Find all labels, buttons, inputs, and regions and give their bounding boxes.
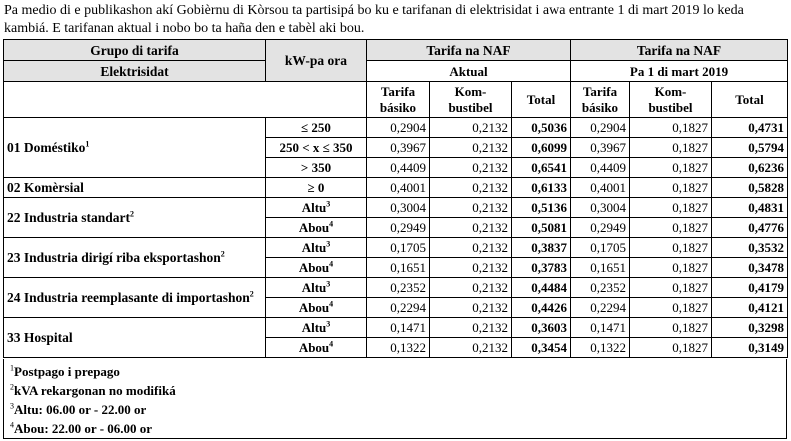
- header-current-sub: Aktual: [367, 61, 571, 82]
- cell-new-basic: 0,2352: [571, 278, 630, 298]
- cell-current-fuel: 0,2132: [430, 198, 512, 218]
- cell-new-fuel: 0,1827: [630, 338, 712, 358]
- header-new-sub: Pa 1 di mart 2019: [571, 61, 788, 82]
- table-row: [4, 278, 788, 298]
- cell-new-basic: 0,2949: [571, 218, 630, 238]
- cell-new-basic: 0,1705: [571, 238, 630, 258]
- cell-current-fuel: 0,2132: [430, 158, 512, 178]
- kw-range: Abou$^4$: [266, 298, 367, 318]
- cell-new-basic: 0,4001: [571, 178, 630, 198]
- cell-current-basic: 0,1705: [367, 238, 430, 258]
- cell-current-basic: 0,2294: [367, 298, 430, 318]
- cell-new-total: 0,3532: [712, 238, 788, 258]
- table-row: [4, 178, 788, 198]
- cell-current-fuel: 0,2132: [430, 178, 512, 198]
- cell-new-basic: 0,1322: [571, 338, 630, 358]
- header-current: Tarifa na NAF: [367, 40, 571, 61]
- cell-current-fuel: 0,2132: [430, 318, 512, 338]
- cell-current-total: 0,6133: [512, 178, 571, 198]
- cell-new-basic: 0,4409: [571, 158, 630, 178]
- table-row: [4, 318, 788, 338]
- cell-current-basic: 0,4409: [367, 158, 430, 178]
- footnote-item: $^1$Postpago i prepago: [10, 363, 120, 379]
- cell-current-basic: 0,1471: [367, 318, 430, 338]
- cell-current-total: 0,6099: [512, 138, 571, 158]
- kw-range: Abou$^4$: [266, 218, 367, 238]
- cell-new-fuel: 0,1827: [630, 198, 712, 218]
- cell-current-total: 0,5136: [512, 198, 571, 218]
- kw-range: Altu$^3$: [266, 278, 367, 298]
- cell-current-total: 0,3783: [512, 258, 571, 278]
- footnote-item: $^4$Abou: 22.00 or - 06.00 or: [10, 420, 153, 436]
- cell-current-basic: 0,2949: [367, 218, 430, 238]
- kw-range: 250 < x ≤ 350: [266, 138, 367, 158]
- header-kw: kW-pa ora: [266, 40, 367, 82]
- cell-current-fuel: 0,2132: [430, 138, 512, 158]
- cell-current-fuel: 0,2132: [430, 118, 512, 138]
- cell-new-total: 0,3478: [712, 258, 788, 278]
- kw-range: > 350: [266, 158, 367, 178]
- col-current-total: Total: [512, 82, 571, 118]
- cell-new-fuel: 0,1827: [630, 258, 712, 278]
- cell-current-total: 0,4484: [512, 278, 571, 298]
- footnotes: [3, 359, 787, 439]
- col-current-basic: Tarifa básiko: [367, 82, 430, 118]
- col-new-fuel: Kom- bustibel: [630, 82, 712, 118]
- cell-current-basic: 0,2352: [367, 278, 430, 298]
- group-label: 02 Komèrsial: [4, 178, 266, 198]
- cell-current-total: 0,4426: [512, 298, 571, 318]
- group-label: 22 Industria standart$^2$: [4, 198, 266, 238]
- cell-current-fuel: 0,2132: [430, 338, 512, 358]
- kw-range: Altu$^3$: [266, 198, 367, 218]
- cell-new-fuel: 0,1827: [630, 278, 712, 298]
- col-new-basic: Tarifa básiko: [571, 82, 630, 118]
- cell-new-basic: 0,3967: [571, 138, 630, 158]
- kw-range: Altu$^3$: [266, 238, 367, 258]
- cell-new-fuel: 0,1827: [630, 298, 712, 318]
- table-row: [4, 238, 788, 258]
- cell-new-fuel: 0,1827: [630, 318, 712, 338]
- cell-current-total: 0,5036: [512, 118, 571, 138]
- cell-new-total: 0,4179: [712, 278, 788, 298]
- cell-current-basic: 0,1322: [367, 338, 430, 358]
- cell-current-fuel: 0,2132: [430, 298, 512, 318]
- cell-new-total: 0,4121: [712, 298, 788, 318]
- col-new-total: Total: [712, 82, 788, 118]
- kw-range: ≤ 250: [266, 118, 367, 138]
- tariff-table: [3, 39, 788, 358]
- cell-current-basic: 0,3004: [367, 198, 430, 218]
- cell-current-fuel: 0,2132: [430, 238, 512, 258]
- cell-new-total: 0,4731: [712, 118, 788, 138]
- group-label: 01 Doméstiko$^1$: [4, 118, 266, 178]
- cell-new-fuel: 0,1827: [630, 178, 712, 198]
- cell-new-basic: 0,1471: [571, 318, 630, 338]
- cell-new-basic: 0,1651: [571, 258, 630, 278]
- cell-current-basic: 0,2904: [367, 118, 430, 138]
- cell-new-fuel: 0,1827: [630, 238, 712, 258]
- cell-new-total: 0,6236: [712, 158, 788, 178]
- intro-paragraph: Pa medio di e publikashon akí Gobièrnu di Kòrsou ta partisipá bo ku e tarifanan di elektrisidat i awa entrante 1 di mart 2019 lo keda kambiá. E tarifanan aktual i nobo bo ta haña den e tabèl aki bou.: [4, 3, 744, 36]
- header-group-sub: Elektrisidat: [4, 61, 266, 82]
- cell-new-total: 0,4831: [712, 198, 788, 218]
- cell-current-fuel: 0,2132: [430, 258, 512, 278]
- group-label: 33 Hospital: [4, 318, 266, 358]
- cell-new-total: 0,3298: [712, 318, 788, 338]
- header-group: Grupo di tarifa: [4, 40, 266, 61]
- cell-new-fuel: 0,1827: [630, 118, 712, 138]
- cell-new-total: 0,4776: [712, 218, 788, 238]
- kw-range: Altu$^3$: [266, 318, 367, 338]
- cell-current-total: 0,5081: [512, 218, 571, 238]
- cell-new-basic: 0,2294: [571, 298, 630, 318]
- cell-current-basic: 0,1651: [367, 258, 430, 278]
- table-row: [4, 118, 788, 138]
- cell-new-total: 0,3149: [712, 338, 788, 358]
- col-current-fuel: Kom- bustibel: [430, 82, 512, 118]
- cell-new-fuel: 0,1827: [630, 138, 712, 158]
- cell-new-basic: 0,3004: [571, 198, 630, 218]
- header-blank: [4, 82, 367, 118]
- cell-new-fuel: 0,1827: [630, 158, 712, 178]
- cell-new-total: 0,5828: [712, 178, 788, 198]
- footnote-item: $^2$kVA rekargonan no modifiká: [10, 382, 176, 398]
- group-label: 24 Industria reemplasante di importashon$^2$: [4, 278, 266, 318]
- cell-current-total: 0,3603: [512, 318, 571, 338]
- footnote-item: $^3$Altu: 06.00 or - 22.00 or: [10, 401, 147, 417]
- cell-current-fuel: 0,2132: [430, 218, 512, 238]
- kw-range: Abou$^4$: [266, 338, 367, 358]
- cell-new-total: 0,5794: [712, 138, 788, 158]
- cell-current-total: 0,6541: [512, 158, 571, 178]
- cell-current-fuel: 0,2132: [430, 278, 512, 298]
- kw-range: ≥ 0: [266, 178, 367, 198]
- header-new: Tarifa na NAF: [571, 40, 788, 61]
- table-row: [4, 198, 788, 218]
- group-label: 23 Industria dirigí riba eksportashon$^2$: [4, 238, 266, 278]
- cell-current-basic: 0,4001: [367, 178, 430, 198]
- cell-new-basic: 0,2904: [571, 118, 630, 138]
- cell-current-basic: 0,3967: [367, 138, 430, 158]
- cell-current-total: 0,3454: [512, 338, 571, 358]
- cell-new-fuel: 0,1827: [630, 218, 712, 238]
- kw-range: Abou$^4$: [266, 258, 367, 278]
- cell-current-total: 0,3837: [512, 238, 571, 258]
